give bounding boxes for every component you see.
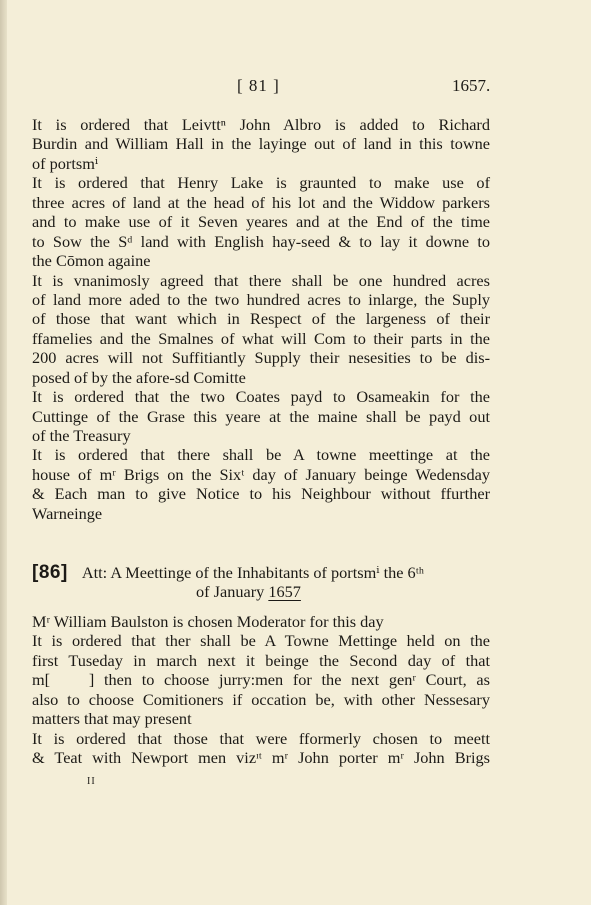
text-line: Cuttinge of the Grase this yeare at the maine shall be payd out xyxy=(32,406,490,426)
text-line: Burdin and William Hall in the layinge out of land in this towne xyxy=(32,134,490,154)
meeting-year: 1657 xyxy=(268,582,301,601)
text-line: It is ordered that Leivttⁿ John Albro is added to Richard xyxy=(32,115,490,134)
text-line: first Tuseday in march next it beinge the Second day of that xyxy=(32,650,490,670)
text-line: Mʳ William Baulston is chosen Moderator for this day xyxy=(32,612,384,631)
meeting-heading xyxy=(32,562,502,601)
text-line: ffamelies and the Smalnes of what will Com to their parts in the xyxy=(32,328,490,348)
section-number: [86] xyxy=(32,562,68,583)
page-header xyxy=(0,76,591,100)
text-line: of portsmⁱ xyxy=(32,153,99,173)
text-line: It is ordered that Henry Lake is graunted to make use of xyxy=(32,173,490,193)
text-line: It is ordered that there shall be A towne meettinge at the xyxy=(32,445,490,465)
signature-mark: II xyxy=(87,776,96,787)
meeting-date-line xyxy=(196,582,301,601)
text-line: & Each man to give Notice to his Neighbour without ffurther xyxy=(32,484,490,504)
text-line: m[ ] then to choose jurry:men for the next genʳ Court, as xyxy=(32,670,490,690)
meeting-date-prefix: of January xyxy=(196,582,269,601)
text-line: the Cōmon againe xyxy=(32,251,151,271)
text-line: also to choose Comitioners if occation be, with other Nessesary xyxy=(32,689,490,709)
page-edge xyxy=(0,0,7,905)
text-line: It is ordered that those that were fformerly chosen to meett xyxy=(32,728,490,748)
text-line: of those that want which in Respect of the largeness of their xyxy=(32,309,490,329)
record-text-block xyxy=(32,115,490,523)
page-year: 1657. xyxy=(452,76,491,95)
text-line: of land more aded to the two hundred acres to inlarge, the Suply xyxy=(32,289,490,309)
text-line: It is ordered that the two Coates payd to Osameakin for the xyxy=(32,387,490,407)
folio-number: [ 81 ] xyxy=(237,76,280,95)
meeting-title-line: Att: A Meettinge of the Inhabitants of portsmⁱ the 6ᵗʰ xyxy=(81,563,425,582)
text-line: It is ordered that ther shall be A Towne Mettinge held on the xyxy=(32,631,490,651)
text-line: posed of by the afore-sd Comitte xyxy=(32,367,246,387)
text-line: It is vnanimosly agreed that there shall be one hundred acres xyxy=(32,270,490,290)
text-line: to Sow the Sᵈ land with English hay-seed & to lay it downe to xyxy=(32,231,490,251)
text-line: 200 acres will not Suffitiantly Supply their nesesities to be dis- xyxy=(32,348,490,368)
text-line: of the Treasury xyxy=(32,426,131,445)
meeting-text-block xyxy=(32,612,490,768)
text-line: & Teat with Newport men vizᶦᵗ mʳ John porter mʳ John Brigs xyxy=(32,748,490,768)
text-line: three acres of land at the head of his lot and the Widdow parkers xyxy=(32,192,490,212)
text-line: house of mʳ Brigs on the Sixᵗ day of January beinge Wedensday xyxy=(32,464,490,484)
text-line: and to make use of it Seven yeares and at the End of the time xyxy=(32,212,490,232)
text-line: matters that may present xyxy=(32,709,192,729)
text-line: Warneinge xyxy=(32,503,103,523)
